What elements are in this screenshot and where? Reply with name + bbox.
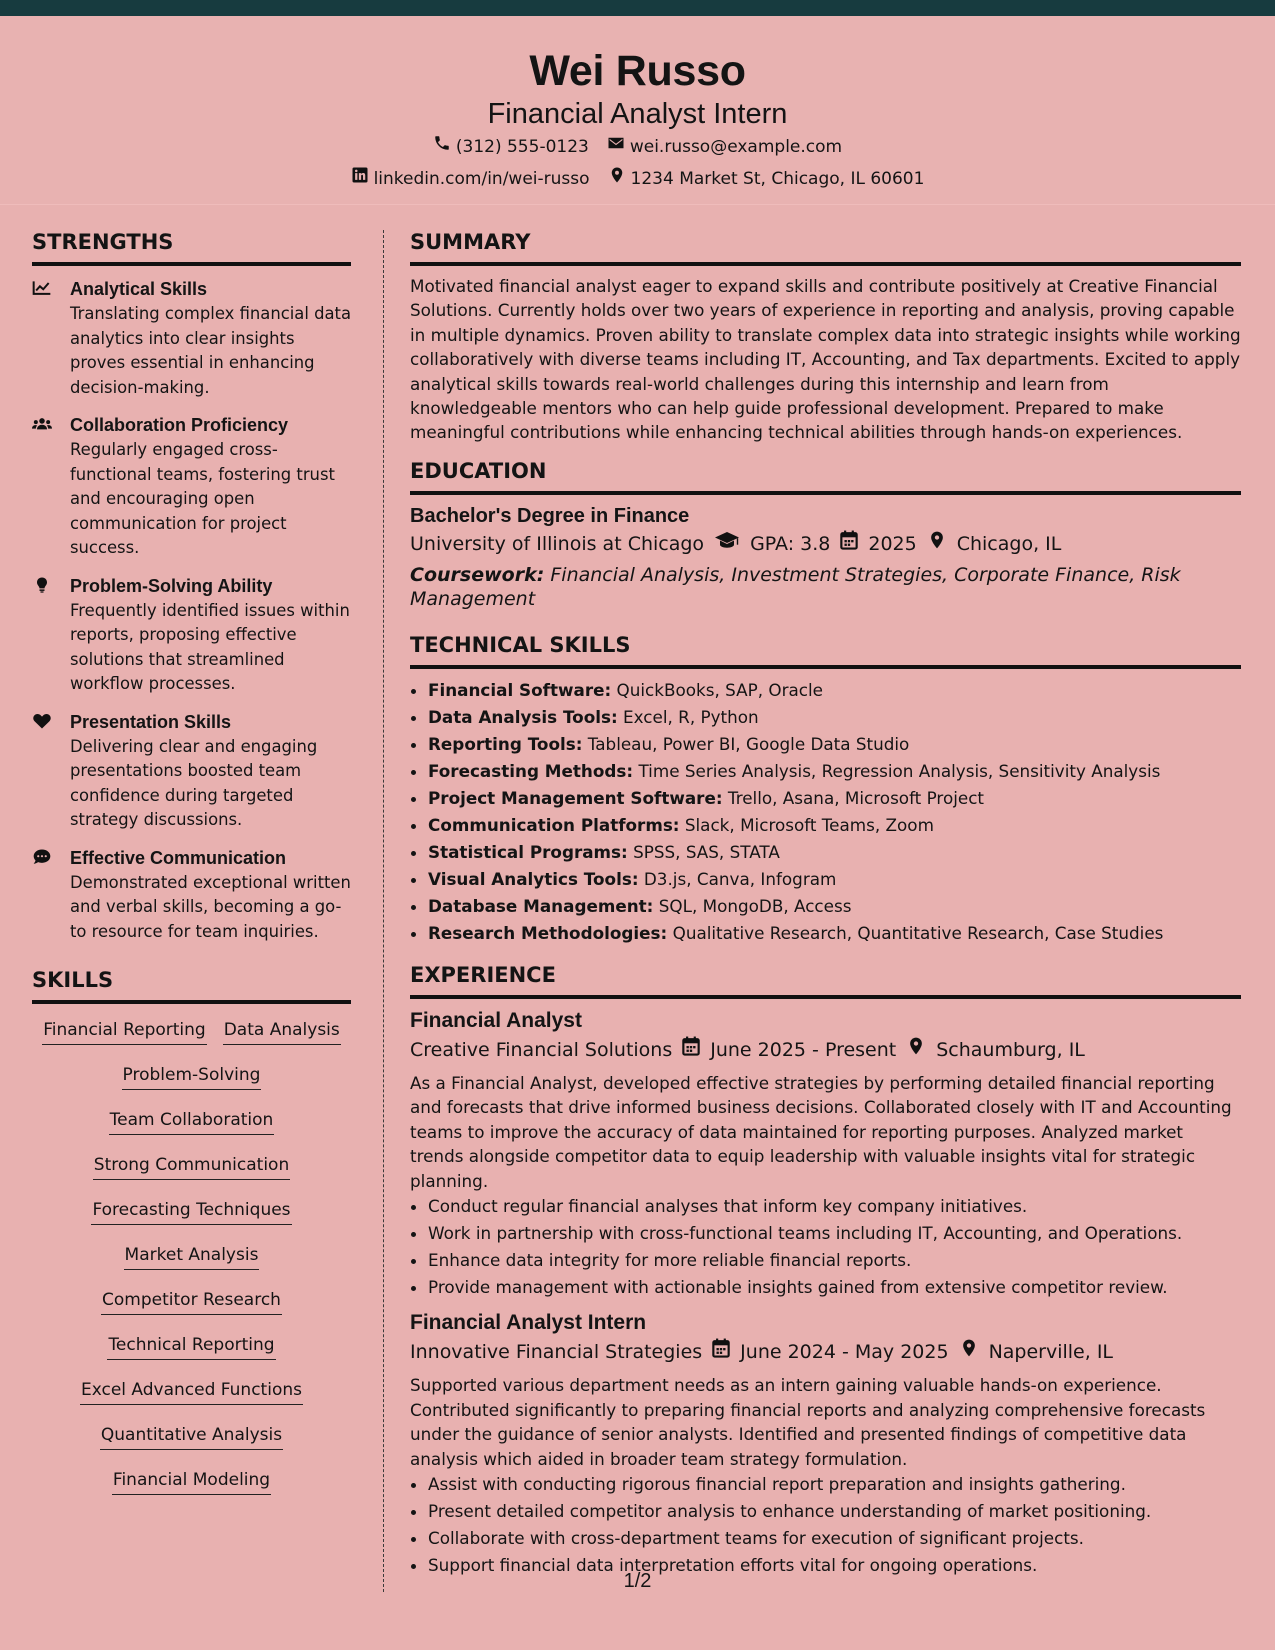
graduation-cap-icon <box>714 529 740 559</box>
job-bullets <box>410 1193 1241 1301</box>
strengths-heading: STRENGTHS <box>32 228 351 266</box>
skill-tag: Excel Advanced Functions <box>80 1378 303 1405</box>
experience-heading: EXPERIENCE <box>410 961 1241 999</box>
calendar-icon <box>682 1035 700 1065</box>
skill-tag: Team Collaboration <box>109 1108 275 1135</box>
calendar-icon <box>840 529 858 559</box>
school-name: University of Illinois at Chicago <box>410 532 705 555</box>
strength-title: Presentation Skills <box>70 711 232 732</box>
tech-skill-value: Time Series Analysis, Regression Analysis, Sensitivity Analysis <box>638 760 1161 781</box>
tech-skill-value: D3.js, Canva, Infogram <box>643 868 837 889</box>
candidate-name: Wei Russo <box>529 47 746 95</box>
gpa-text: GPA: 3.8 <box>750 532 831 555</box>
strength-description: Delivering clear and engaging presentations boosted team confidence during targeted strategy discussions. <box>70 736 318 829</box>
page-number: 1/2 <box>623 1570 652 1592</box>
skill-tag: Data Analysis <box>223 1018 341 1045</box>
skill-tag: Quantitative Analysis <box>100 1423 283 1450</box>
skill-tag: Financial Modeling <box>112 1468 271 1495</box>
email-text: wei.russo@example.com <box>629 137 843 157</box>
job-bullet: • Collaborate with cross-department teams for execution of significant projects. <box>428 1525 1241 1552</box>
tech-skill-label: Forecasting Methods: <box>428 760 634 781</box>
lightbulb-icon <box>32 573 70 697</box>
left-column <box>32 228 351 1513</box>
tech-skill-label: Statistical Programs: <box>428 841 628 862</box>
tech-skill-value: Trello, Asana, Microsoft Project <box>727 787 985 808</box>
job-meta <box>410 1337 1241 1367</box>
tech-skill-item <box>428 785 1241 812</box>
tech-skill-item <box>428 731 1241 758</box>
job-title: Financial Analyst Intern <box>410 1311 647 1335</box>
right-column <box>410 228 1241 1579</box>
strength-description: Regularly engaged cross-functional teams, fostering trust and encouraging open communication for project success. <box>70 440 335 557</box>
job-meta <box>410 1035 1241 1065</box>
strength-item <box>32 573 351 697</box>
strength-title: Effective Communication <box>70 847 287 868</box>
job-description: Supported various department needs as an intern gaining valuable hands-on experience. Contributed significantly to preparing financial reports and analyzing comprehensive forecasts under the guidance of senior analysts. Identified and presented findings of competitive data analysis which aided in broader team strategy formulation. <box>410 1375 1206 1469</box>
technical-skills-heading: TECHNICAL SKILLS <box>410 631 1241 669</box>
job-bullet: • Enhance data integrity for more reliable financial reports. <box>428 1247 1241 1274</box>
tech-skill-item <box>428 677 1241 704</box>
skills-heading: SKILLS <box>32 966 351 1004</box>
education-heading: EDUCATION <box>410 457 1241 495</box>
phone-icon <box>433 131 451 163</box>
strength-item <box>32 709 351 833</box>
tech-skill-value: Slack, Microsoft Teams, Zoom <box>684 814 934 835</box>
tech-skill-label: Research Methodologies: <box>428 922 668 943</box>
tech-skill-item <box>428 758 1241 785</box>
email-contact[interactable] <box>607 131 842 163</box>
job-dates: June 2024 - May 2025 <box>740 1341 949 1364</box>
map-pin-icon <box>927 529 947 559</box>
tech-skill-value: Excel, R, Python <box>623 706 759 727</box>
coursework-label: Coursework: <box>410 563 545 586</box>
contact-line-2 <box>0 163 1275 195</box>
job-dates: June 2025 - Present <box>710 1038 897 1061</box>
job-location: Schaumburg, IL <box>936 1038 1085 1061</box>
tech-skill-label: Reporting Tools: <box>428 733 583 754</box>
strength-item <box>32 412 351 561</box>
tech-skill-label: Data Analysis Tools: <box>428 706 618 727</box>
address-contact <box>608 163 925 195</box>
school-location: Chicago, IL <box>956 532 1062 555</box>
company-name: Innovative Financial Strategies <box>410 1341 703 1364</box>
chart-line-icon <box>32 276 70 400</box>
job-bullet: • Work in partnership with cross-functional teams including IT, Accounting, and Operations. <box>428 1220 1241 1247</box>
linkedin-contact[interactable] <box>351 163 590 195</box>
degree-title: Bachelor's Degree in Finance <box>410 504 690 527</box>
skill-tag: Market Analysis <box>124 1243 260 1270</box>
tech-skill-item <box>428 866 1241 893</box>
address-text: 1234 Market St, Chicago, IL 60601 <box>630 169 925 189</box>
strength-description: Translating complex financial data analytics into clear insights proves essential in enhancing decision-making. <box>70 304 352 397</box>
strength-description: Demonstrated exceptional written and verbal skills, becoming a go-to resource for team inquiries. <box>70 872 351 941</box>
summary-text: Motivated financial analyst eager to expand skills and contribute positively at Creative Financial Solutions. Currently holds over two years of experience in reporting and analysis, proving capable in multiple dynamics. Proven ability to translate complex data into strategic insights while working collaboratively with diverse teams including IT, Accounting, and Tax departments. Excited to apply analytical skills towards real-world challenges during this internship and learn from knowledgeable mentors who can help guide professional development. Prepared to make meaningful contributions while enhancing technical abilities through hands-on experiences. <box>410 276 1241 443</box>
job-bullet: • Present detailed competitor analysis to enhance understanding of market positioning. <box>428 1498 1241 1525</box>
job-bullet: • Assist with conducting rigorous financial report preparation and insights gathering. <box>428 1471 1241 1498</box>
skill-tag: Strong Communication <box>93 1153 290 1180</box>
envelope-icon <box>607 131 625 163</box>
technical-skills-section <box>410 631 1241 947</box>
job-entry <box>410 1309 1241 1579</box>
experience-section <box>410 961 1241 1580</box>
technical-skills-list <box>410 677 1241 947</box>
strength-title: Collaboration Proficiency <box>70 415 289 435</box>
job-description: As a Financial Analyst, developed effective strategies by performing detailed financial reporting and forecasts that drive informed business decisions. Collaborated closely with IT and Accounting teams to improve the accuracy of data maintained for reporting purposes. Analyzed market trends alongside competitor data to equip leadership with valuable insights vital for strategic planning. <box>410 1072 1232 1191</box>
skill-tag: Problem-Solving <box>122 1063 262 1090</box>
tech-skill-value: SPSS, SAS, STATA <box>633 841 780 862</box>
graduation-year: 2025 <box>868 532 917 555</box>
candidate-title: Financial Analyst Intern <box>487 98 788 130</box>
strength-item <box>32 845 351 945</box>
skill-tag: Financial Reporting <box>42 1018 207 1045</box>
tech-skill-value: Tableau, Power BI, Google Data Studio <box>587 733 910 754</box>
skill-tag: Forecasting Techniques <box>91 1198 291 1225</box>
linkedin-icon <box>351 163 369 195</box>
coursework-list: Financial Analysis, Investment Strategies, Corporate Finance, Risk Management <box>410 563 1181 610</box>
comment-icon <box>32 845 70 945</box>
tech-skill-item <box>428 839 1241 866</box>
linkedin-text: linkedin.com/in/wei-russo <box>373 169 590 189</box>
top-accent-bar <box>0 0 1275 16</box>
strength-item <box>32 276 351 400</box>
strength-description: Frequently identified issues within reports, proposing effective solutions that streamlined workflow processes. <box>70 600 350 693</box>
strengths-list <box>32 276 351 944</box>
tech-skill-item <box>428 893 1241 920</box>
tech-skill-label: Database Management: <box>428 895 654 916</box>
strength-title: Problem-Solving Ability <box>70 575 273 596</box>
tech-skill-value: Qualitative Research, Quantitative Research, Case Studies <box>672 922 1164 943</box>
tech-skill-value: QuickBooks, SAP, Oracle <box>616 679 823 700</box>
job-bullet: • Provide management with actionable insights gained from extensive competitor review. <box>428 1274 1241 1301</box>
map-pin-icon <box>608 163 626 195</box>
education-section <box>410 457 1241 611</box>
map-pin-icon <box>959 1337 979 1367</box>
job-bullet: • Support financial data interpretation efforts vital for ongoing operations. <box>428 1552 1241 1579</box>
strength-title: Analytical Skills <box>70 279 208 299</box>
job-bullets <box>410 1471 1241 1579</box>
tech-skill-label: Visual Analytics Tools: <box>428 868 639 889</box>
tech-skill-item <box>428 920 1241 947</box>
tech-skill-label: Project Management Software: <box>428 787 723 808</box>
skill-tag: Technical Reporting <box>107 1333 275 1360</box>
skills-list <box>32 1018 351 1513</box>
column-divider <box>383 230 384 1592</box>
job-location: Naperville, IL <box>988 1341 1114 1364</box>
job-title: Financial Analyst <box>410 1008 582 1032</box>
phone-text: (312) 555-0123 <box>455 137 589 157</box>
resume-header <box>0 16 1275 205</box>
contact-line-1 <box>0 131 1275 163</box>
job-entry <box>410 1007 1241 1302</box>
map-pin-icon <box>906 1035 926 1065</box>
tech-skill-label: Financial Software: <box>428 679 612 700</box>
summary-heading: SUMMARY <box>410 228 1241 266</box>
job-bullet: • Conduct regular financial analyses that inform key company initiatives. <box>428 1193 1241 1220</box>
tech-skill-value: SQL, MongoDB, Access <box>658 895 852 916</box>
phone-contact[interactable] <box>433 131 589 163</box>
coursework <box>410 563 1241 611</box>
company-name: Creative Financial Solutions <box>410 1038 673 1061</box>
users-icon <box>32 412 70 561</box>
calendar-icon <box>712 1337 730 1367</box>
tech-skill-item <box>428 704 1241 731</box>
heart-icon <box>32 709 70 833</box>
tech-skill-item <box>428 812 1241 839</box>
education-meta <box>410 529 1241 559</box>
skill-tag: Competitor Research <box>101 1288 282 1315</box>
tech-skill-label: Communication Platforms: <box>428 814 680 835</box>
